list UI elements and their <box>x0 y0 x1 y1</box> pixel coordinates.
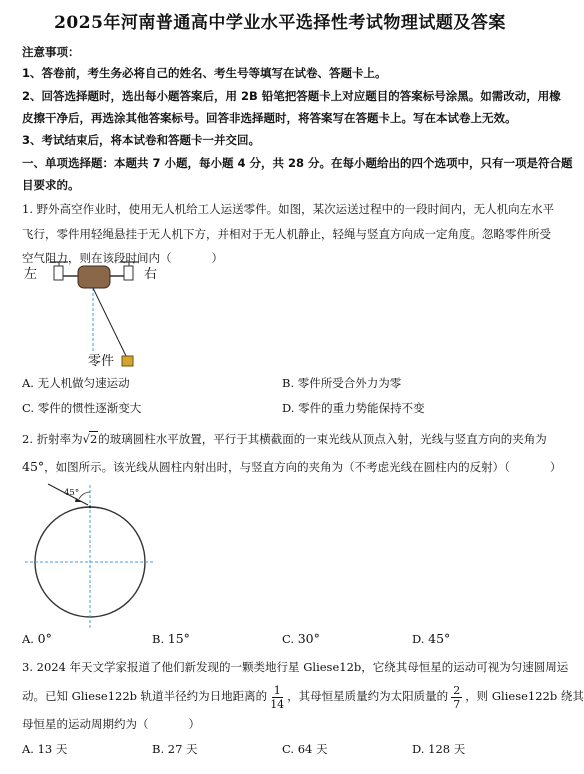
q1-line-1: 1. 野外高空作业时，使用无人机给工人运送零件。如图，某次运送过程中的一段时间内，无人机向左水平 <box>22 202 555 216</box>
q3-line-2 <box>22 680 584 712</box>
notice-item-2-cont: 皮擦干净后，再选涂其他答案标号。回答非选择题时，将答案写在答题卡上。写在本试卷上无效。 <box>22 111 517 125</box>
q3-option-d: D. 128 天 <box>412 742 466 756</box>
q2-stem-b: 的玻璃圆柱水平放置，平行于其横截面的一束光线从顶点入射，光线与竖直方向的夹角为 <box>98 432 547 446</box>
q1-option-c: C. 零件的惯性逐渐变大 <box>22 401 142 415</box>
q2-option-c-letter: C. <box>282 632 295 646</box>
q2-option-b-value: 15° <box>167 631 190 646</box>
q2-option-a-value: 0° <box>37 631 52 646</box>
section-heading: 一、单项选择题：本题共 7 小题，每小题 4 分，共 28 分。在每小题给出的四个选项中，只有一项是符合题 <box>22 156 573 170</box>
q3-paren-close: ） <box>188 717 200 731</box>
sqrt-symbol: √ <box>82 432 90 446</box>
q1-part-label: 零件 <box>88 354 115 369</box>
q2-sqrt-value: 2 <box>89 432 98 446</box>
q3-frac2-num: 2 <box>453 683 461 697</box>
q1-line-2: 飞行，零件用轻绳悬挂于无人机下方，并相对于无人机静止，轻绳与竖直方向成一定角度。忽略零件所受 <box>22 227 551 241</box>
q3-option-c: C. 64 天 <box>282 742 328 756</box>
notice-item-2: 2、回答选择题时，选出每小题答案后，用 2B 铅笔把答题卡上对应题目的答案标号涂黑。如需改动，用橡 <box>22 89 561 103</box>
q2-paren-close: ） <box>549 460 562 474</box>
q1-option-b: B. 零件所受合外力为零 <box>282 376 402 390</box>
q2-option-b-letter: B. <box>152 632 165 646</box>
q1-left-label: 左 <box>24 267 38 282</box>
q2-option-a-letter: A. <box>22 632 34 646</box>
q2-option-d-value: 45° <box>428 631 451 646</box>
q2-option-d <box>412 631 450 646</box>
q3-option-a: A. 13 天 <box>22 742 68 756</box>
q3-line-1: 3. 2024 年天文学家报道了他们新发现的一颗类地行星 Gliese12b，它绕其母恒星的运动可视为匀速圆周运 <box>22 660 569 674</box>
q1-paren-close: ） <box>211 251 223 265</box>
q3-line-3 <box>22 712 542 736</box>
q1-stem-end: 空气阻力，则在该段时间内（ <box>22 251 172 265</box>
notice-heading: 注意事项： <box>22 45 80 59</box>
q2-angle-label: 45° <box>64 488 80 498</box>
q2-option-a <box>22 631 52 646</box>
q2-option-b <box>152 631 190 646</box>
q2-stem-c: ，如图所示。该光线从圆柱内射出时，与竖直方向的夹角为（不考虑光线在圆柱内的反射）（ <box>44 460 510 474</box>
page-title: 2025年河南普通高中学业水平选择性考试物理试题及答案 <box>54 13 506 33</box>
q3-option-b: B. 27 天 <box>152 742 198 756</box>
q1-right-label: 右 <box>144 267 158 282</box>
q3-fraction-1 <box>270 684 284 711</box>
q1-option-d: D. 零件的重力势能保持不变 <box>282 401 425 415</box>
q2-angle: 45° <box>22 459 45 474</box>
notice-item-1: 1、答卷前，考生务必将自己的姓名、考生号等填写在试卷、答题卡上。 <box>22 66 387 80</box>
q2-option-d-letter: D. <box>412 632 425 646</box>
q2-option-c <box>282 631 320 646</box>
q3-stem-d: 母恒星的运动周期约为（ <box>22 717 149 731</box>
q3-stem-b: ，其母恒星质量约为太阳质量的 <box>287 689 449 703</box>
q3-frac1-num: 1 <box>273 683 281 697</box>
cylinder-diagram <box>0 0 200 640</box>
q2-stem-a: 2. 折射率为 <box>22 432 83 446</box>
q3-stem-a: 动。已知 Gliese122b 轨道半径约为日地距离的 <box>22 689 268 703</box>
q3-stem-c: ，则 Gliese122b 绕其 <box>465 689 584 703</box>
q1-option-a: A. 无人机做匀速运动 <box>22 376 130 390</box>
notice-item-3: 3、考试结束后，将本试卷和答题卡一并交回。 <box>22 133 260 147</box>
section-heading-cont: 目要求的。 <box>22 178 80 192</box>
q3-frac1-den: 14 <box>270 697 285 711</box>
q3-fraction-2 <box>451 684 462 711</box>
q3-frac2-den: 7 <box>453 697 461 711</box>
q2-option-c-value: 30° <box>297 631 320 646</box>
